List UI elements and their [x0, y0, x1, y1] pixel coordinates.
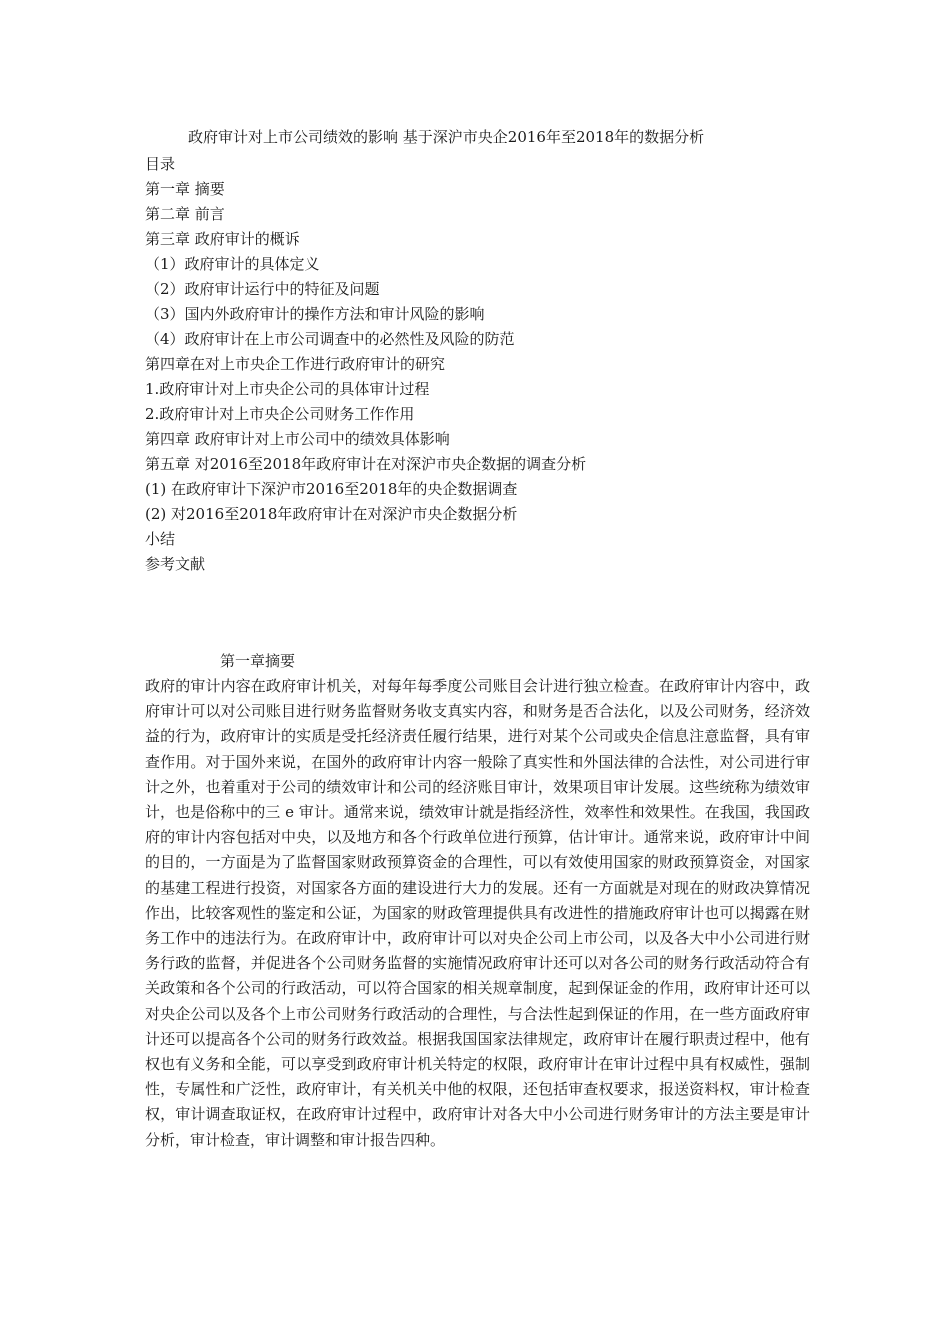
toc-item: （4）政府审计在上市公司调查中的必然性及风险的防范 — [145, 330, 515, 348]
toc-item: 第二章 前言 — [145, 205, 225, 223]
toc-item: 1.政府审计对上市央企公司的具体审计过程 — [145, 380, 430, 398]
toc-item: 第四章 政府审计对上市公司中的绩效具体影响 — [145, 430, 450, 448]
document-title: 政府审计对上市公司绩效的影响 基于深沪市央企2016年至2018年的数据分析 — [188, 128, 705, 146]
toc-item: 第三章 政府审计的概诉 — [145, 230, 300, 248]
chapter-1-heading: 第一章摘要 — [220, 652, 296, 670]
toc-item: 参考文献 — [145, 555, 206, 573]
toc-item: 第一章 摘要 — [145, 180, 225, 198]
toc-item: (1) 在政府审计下深沪市2016至2018年的央企数据调查 — [145, 480, 518, 498]
table-of-contents — [145, 152, 805, 577]
toc-heading: 目录 — [145, 155, 176, 173]
toc-item: 2.政府审计对上市央企公司财务工作作用 — [145, 405, 415, 423]
toc-item: （1）政府审计的具体定义 — [145, 255, 320, 273]
toc-item: 小结 — [145, 530, 176, 548]
toc-item: 第五章 对2016至2018年政府审计在对深沪市央企数据的调查分析 — [145, 455, 587, 473]
toc-item: （2）政府审计运行中的特征及问题 — [145, 280, 380, 298]
toc-item: 第四章在对上市央企工作进行政府审计的研究 — [145, 355, 446, 373]
chapter-1-paragraph: 政府的审计内容在政府审计机关，对每年每季度公司账目会计进行独立检查。在政府审计内容中，政府审计可以对公司账目进行财务监督财务收支真实内容，和财务是否合法化，以及公司财务，经济效益的行为，政府审计的实质是受托经济责任履行结果，进行对某个公司或央企信息注意监督，具有审查作用。对于国外来说，在国外的政府审计内容一般除了真实性和外国法律的合法性，对公司进行审计之外，也着重对于公司的绩效审计和公司的经济账目审计，效果项目审计发展。这些统称为绩效审计，也是俗称中的三 e 审计。通常来说，绩效审计就是指经济性，效率性和效果性。在我国，我国政府的审计内容包括对中央，以及地方和各个行政单位进行预算，估计审计。通常来说，政府审计中间的目的，一方面是为了监督国家财政预算资金的合理性，可以有效使用国家的财政预算资金，对国家的基建工程进行投资，对国家各方面的建设进行大力的发展。还有一方面就是对现在的财政决算情况作出，比较客观性的鉴定和公证，为国家的财政管理提供具有改进性的措施政府审计也可以揭露在财务工作中的违法行为。在政府审计中，政府审计可以对央企公司上市公司，以及各大中小公司进行财务行政的监督，并促进各个公司财务监督的实施情况政府审计还可以对各公司的财务行政活动符合有关政策和各个公司的行政活动，可以符合国家的相关规章制度，起到保证金的作用，政府审计还可以对央企公司以及各个上市公司财务行政活动的合理性，与合法性起到保证的作用，在一些方面政府审计还可以提高各个公司的财务行政效益。根据我国国家法律规定，政府审计在履行职责过程中，他有权也有义务和全能，可以享受到政府审计机关特定的权限，政府审计在审计过程中具有权威性，强制性，专属性和广泛性，政府审计，有关机关中他的权限，还包括审查权要求，报送资料权，审计检查权，审计调查取证权，在政府审计过程中，政府审计对各大中小公司进行财务审计的方法主要是审计分析，审计检查，审计调整和审计报告四种。 — [145, 677, 810, 1149]
toc-item: （3）国内外政府审计的操作方法和审计风险的影响 — [145, 305, 485, 323]
toc-item: (2) 对2016至2018年政府审计在对深沪市央企数据分析 — [145, 505, 518, 523]
